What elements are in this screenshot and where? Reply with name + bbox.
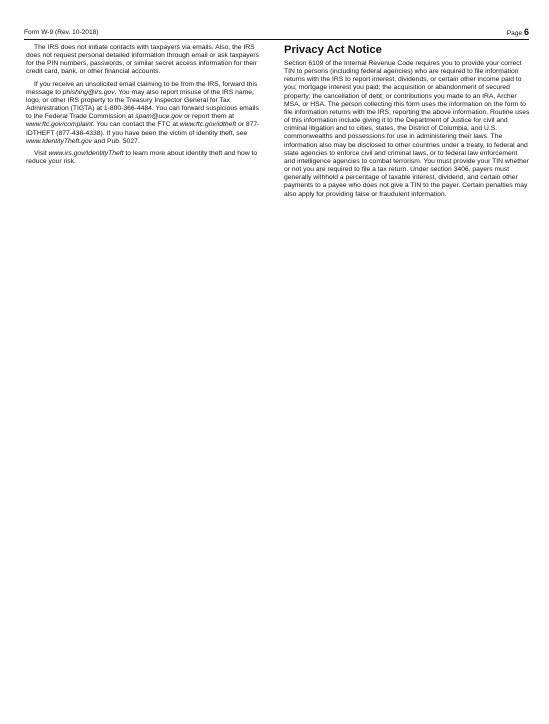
- visit-paragraph: [26, 150, 266, 166]
- identitytheft-gov-link: www.IdentityTheft.gov: [26, 137, 93, 145]
- text-run: or 877-IDTHEFT (877-438-4338). If you have been the victim of identity theft, see: [26, 121, 260, 137]
- irs-identitytheft-link: www.irs.gov/IdentityTheft: [48, 149, 124, 157]
- phishing-email: phishing@irs.gov: [62, 88, 115, 96]
- irs-contact-paragraph: The IRS does not initiate contacts with taxpayers via emails. Also, the IRS does not request personal detailed information through email or ask taxpayers for the PIN numbers, passwords, or similar secret access information for their credit card, bank, or other financial accounts.: [26, 44, 260, 76]
- header-rule: [24, 39, 529, 40]
- page-header: [24, 27, 529, 39]
- text-run: and Pub. 5027.: [92, 137, 140, 145]
- text-run: or report them at: [182, 113, 234, 121]
- ftc-complaint-link: www.ftc.gov/complaint: [26, 121, 93, 129]
- text-run: Visit: [34, 149, 49, 157]
- ftc-idtheft-link: www.ftc.gov/idtheft: [179, 121, 237, 129]
- text-run: . You can contact the FTC at: [92, 121, 180, 129]
- page-word: Page: [506, 30, 523, 37]
- left-column: [26, 44, 266, 170]
- text-run: . You may also report misuse of the IRS name, logo, or other IRS property to the Treasury Inspector General for Tax Administration (TIGTA) at 1-800-366-4484. You can forward suspicious emails to the Federal Trade Commission at: [26, 88, 259, 121]
- form-id: Form W-9 (Rev. 10-2018): [24, 29, 99, 36]
- privacy-act-paragraph: Section 6109 of the Internal Revenue Code requires you to provide your correct TIN to persons (including federal agencies) who are required to file information returns with the IRS to report interest, dividends, or certain other income paid to you; mortgage interest you paid; the acquisition or abandonment of secured property; the cancellation of debt; or contributions you made to an IRA, Archer MSA, or HSA. The person collecting this form uses the information on the form to file information returns with the IRS, reporting the above information. Routine uses of this information include giving it to the Department of Justice for civil and criminal litigation and to cities, states, the District of Columbia, and U.S. commonwealths and possessions for use in administering their laws. The information also may be disclosed to other countries under a treaty, to federal and state agencies to enforce civil and criminal laws, or to federal law enforcement and intelligence agencies to combat terrorism. You must provide your TIN whether or not you are required to file a tax return. Under section 3406, payers must generally withhold a percentage of taxable interest, dividend, and certain other payments to a payee who does not give a TIN to the payer. Certain penalties may also apply for providing false or fraudulent information.: [284, 60, 530, 198]
- right-column: [284, 44, 530, 203]
- text-run: If you receive an unsolicited email claiming to be from the IRS, forward this message to: [26, 80, 258, 96]
- text-run: to learn more about identity theft and how to reduce your risk.: [26, 149, 258, 166]
- page-number: 6: [523, 27, 529, 37]
- page-label: [507, 26, 529, 40]
- privacy-act-heading: Privacy Act Notice: [284, 44, 382, 56]
- phishing-paragraph: [26, 81, 266, 146]
- spam-email: spam@uce.gov: [135, 113, 183, 121]
